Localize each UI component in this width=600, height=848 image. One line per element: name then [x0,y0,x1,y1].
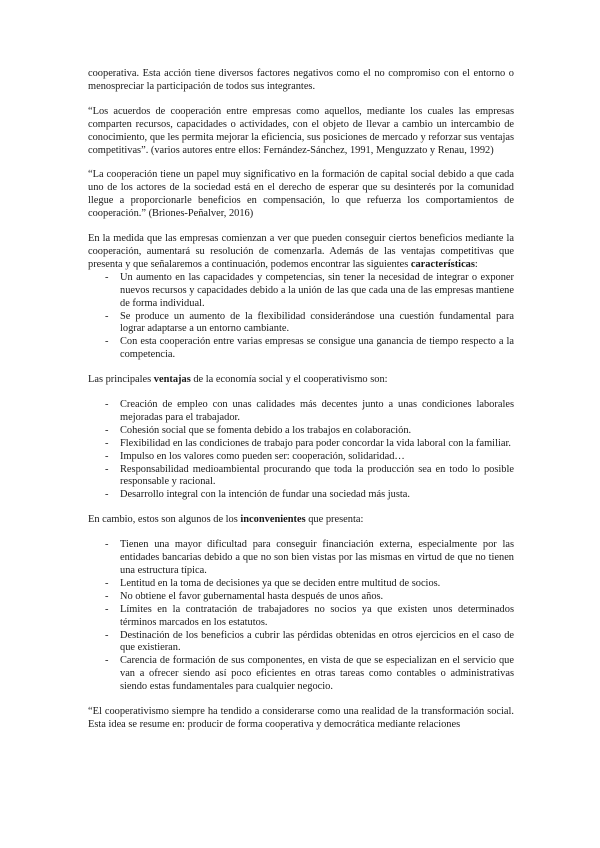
quote-cooperation-agreements: “Los acuerdos de cooperación entre empresas como aquellos, mediante los cuales las empresas comparten recursos, capacidades o actividades, con el objeto de llevar a cambio un intercambio de conocimiento, que les permita mejorar la eficiencia, sus posiciones de mercado y reforzar sus ventajas competitivas”. (varios autores entre ellos: Fernández-Sánchez, 1991, Menguzzato y Renau, 1992) [88,105,514,156]
advantages-keyword: ventajas [153,374,191,386]
list-item: - Lentitud en la toma de decisiones ya que se deciden entre multitud de socios. [88,578,514,591]
advantages-intro-end: de la economía social y el cooperativismo son: [190,374,388,386]
quote-social-capital: “La cooperación tiene un papel muy significativo en la formación de capital social debido a que cada uno de los actores de la sociedad está en el derecho de esperar que su desinterés por la comunidad llegue a proporcionarle beneficios en compensación, lo que refuerza los comportamientos de cooperación.” (Briones-Peñalver, 2016) [88,169,514,220]
disadvantages-intro [88,514,514,527]
list-item: - Tienen una mayor dificultad para conseguir financiación externa, especialmente por las entidades bancarias debido a que no son bien vistas por las mismas en virtud de que no tienen una estructura típica. [88,539,514,578]
advantages-intro [88,374,514,387]
closing-quote: “El cooperativismo siempre ha tendido a considerarse como una realidad de la transformación social. Esta idea se resume en: producir de forma cooperativa y democrática mediante relaciones [88,706,514,730]
list-item: - Responsabilidad medioambiental procurando que toda la producción sea en todo lo posible responsable y racional. [88,464,514,490]
list-item: - No obtiene el favor gubernamental hasta después de unos años. [88,591,514,604]
disadvantages-intro-text: En cambio, estos son algunos de los [88,514,241,526]
list-item: - Impulso en los valores como pueden ser: cooperación, solidaridad… [88,451,514,464]
characteristics-intro-text: En la medida que las empresas comienzan a ver que pueden conseguir ciertos beneficios mediante la cooperación, aumentará su resolución de comenzarla. Además de las ventajas competitivas que presenta y que señalaremos a continuación, podemos encontrar las siguientes [88,233,514,270]
characteristics-intro [88,233,514,272]
list-item: - Carencia de formación de sus componentes, en vista de que se especializan en el servicio que van a ofrecer siendo así poco eficientes en otras tareas como contables o administrativas siendo estas fundamentales para cualquier negocio. [88,655,514,694]
characteristics-keyword: características [410,258,475,270]
list-item: - Desarrollo integral con la intención de fundar una sociedad más justa. [88,489,514,502]
list-item: - Se produce un aumento de la flexibilidad considerándose una cuestión fundamental para lograr adaptarse a un entorno cambiante. [88,311,514,337]
characteristics-list [88,272,514,362]
disadvantages-intro-end: que presenta: [305,514,364,526]
intro-paragraph: cooperativa. Esta acción tiene diversos factores negativos como el no compromiso con el entorno o menospreciar la participación de todos sus integrantes. [88,68,514,92]
list-item: - Flexibilidad en las condiciones de trabajo para poder concordar la vida laboral con la familiar. [88,438,514,451]
list-item: - Con esta cooperación entre varias empresas se consigue una ganancia de tiempo respecto a la competencia. [88,336,514,362]
list-item: - Creación de empleo con unas calidades más decentes junto a unas condiciones laborales mejoradas para el trabajador. [88,399,514,425]
list-item: - Un aumento en las capacidades y competencias, sin tener la necesidad de integrar o exponer nuevos recursos y capacidades debido a la unión de las que cada una de las empresas mantiene de forma individual. [88,272,514,311]
list-item: - Límites en la contratación de trabajadores no socios ya que existen unos determinados términos marcados en los estatutos. [88,604,514,630]
advantages-intro-text: Las principales [88,374,154,386]
characteristics-intro-end: : [474,258,478,270]
advantages-list [88,399,514,502]
list-item: - Destinación de los beneficios a cubrir las pérdidas obtenidas en otros ejercicios en el caso de que existieran. [88,630,514,656]
disadvantages-keyword: inconvenientes [240,514,306,526]
list-item: - Cohesión social que se fomenta debido a los trabajos en colaboración. [88,425,514,438]
disadvantages-list [88,539,514,694]
